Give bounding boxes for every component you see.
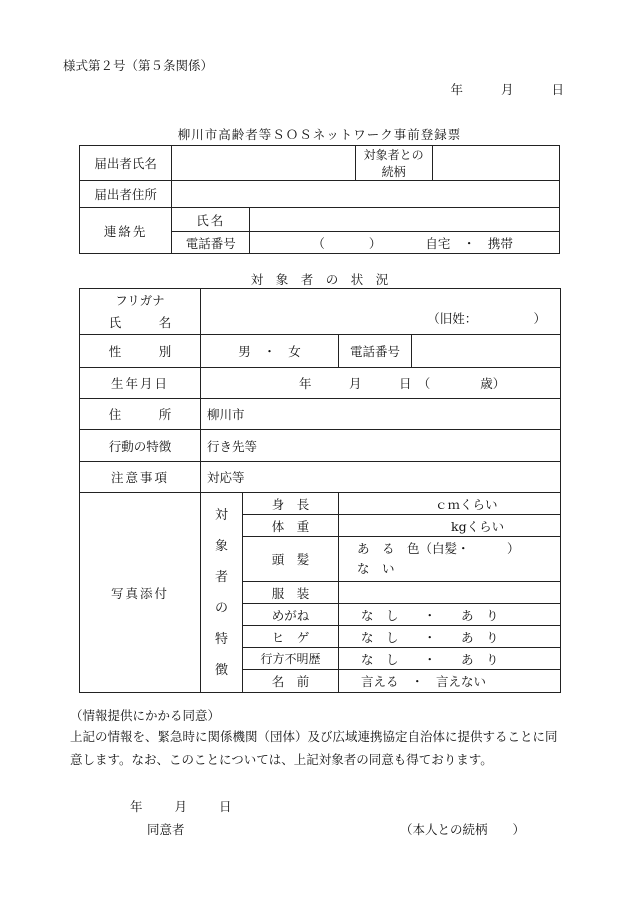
- date-month-label: 月: [500, 82, 514, 97]
- date-day-label: 日: [551, 82, 564, 97]
- glasses-field[interactable]: な し ・ あ り: [339, 604, 561, 626]
- consent-date: [130, 797, 232, 815]
- birth-field[interactable]: 年 月 日 （ 歳）: [201, 368, 561, 399]
- height-label: 身 長: [243, 493, 339, 515]
- status-title: 対 象 者 の 状 況: [250, 272, 389, 287]
- name-field[interactable]: [201, 289, 561, 335]
- registration-table: [79, 145, 560, 254]
- birth-label: 生年月日: [80, 368, 201, 399]
- consent-relation-label: （本人との続柄 ）: [400, 822, 526, 837]
- consent-heading: （情報提供にかかる同意）: [70, 708, 221, 723]
- hair-field[interactable]: あ る 色（白髪・ ） な い: [339, 537, 561, 582]
- hair-label: 頭 髪: [243, 537, 339, 582]
- weight-label: 体 重: [243, 515, 339, 537]
- status-phone-label: 電話番号: [339, 335, 412, 368]
- reporter-address-field[interactable]: [172, 181, 560, 208]
- contact-label: 連絡先: [80, 208, 172, 254]
- reporter-address-label: 届出者住所: [80, 181, 172, 208]
- date-year-label: 年: [450, 82, 463, 97]
- height-field[interactable]: ｃｍくらい: [339, 493, 561, 515]
- reporter-name-label: 届出者氏名: [80, 146, 172, 181]
- clothing-field[interactable]: [339, 582, 561, 604]
- missing-history-label: 行方不明歴: [243, 648, 339, 670]
- phone-type-options[interactable]: 自宅 ・ 携帯: [425, 235, 513, 251]
- beard-label: ヒ ゲ: [243, 626, 339, 648]
- weight-field[interactable]: kgくらい: [339, 515, 561, 537]
- relation-label: 対象者との続柄: [355, 146, 432, 181]
- caution-label: 注意事項: [80, 462, 201, 493]
- name-ability-field[interactable]: 言える ・ 言えない: [339, 670, 561, 693]
- relation-field[interactable]: [432, 146, 559, 181]
- features-vertical-label: 対 象 者 の 特 徴: [201, 493, 243, 693]
- contact-phone-field[interactable]: [250, 232, 560, 254]
- missing-history-field[interactable]: な し ・ あ り: [339, 648, 561, 670]
- clothing-label: 服 装: [243, 582, 339, 604]
- date-header: [450, 80, 564, 98]
- maiden-name-label: （旧姓： ）: [427, 311, 547, 326]
- registration-title: 柳川市高齢者等ＳＯＳネットワーク事前登録票: [177, 127, 462, 142]
- furigana-label: フリガナ: [115, 292, 165, 308]
- status-phone-field[interactable]: [412, 335, 561, 368]
- contact-name-label: 氏名: [172, 208, 250, 232]
- beard-field[interactable]: な し ・ あ り: [339, 626, 561, 648]
- consent-day-label: 日: [219, 799, 232, 814]
- consent-body: 上記の情報を、緊急時に関係機関（団体）及び広域連携協定自治体に提供することに同意します。なお、このことについては、上記対象者の同意も得ております。: [70, 729, 558, 767]
- behavior-label: 行動の特徴: [80, 430, 201, 462]
- address-label: 住 所: [80, 399, 201, 430]
- address-field[interactable]: 柳川市: [201, 399, 561, 430]
- photo-label: 写真添付: [110, 585, 169, 601]
- form-number: 様式第２号（第５条関係）: [63, 58, 214, 73]
- photo-attach-area[interactable]: [80, 493, 201, 693]
- status-table: [79, 288, 561, 693]
- sex-label: 性 別: [80, 335, 201, 368]
- sex-options[interactable]: 男 ・ 女: [201, 335, 339, 368]
- glasses-label: めがね: [243, 604, 339, 626]
- name-label: 氏 名: [108, 314, 172, 330]
- phone-paren-close: ）: [368, 235, 382, 251]
- behavior-field[interactable]: 行き先等: [201, 430, 561, 462]
- consenter-label: 同意者: [147, 822, 185, 837]
- consent-year-label: 年: [130, 799, 143, 814]
- contact-name-field[interactable]: [250, 208, 560, 232]
- name-ability-label: 名 前: [243, 670, 339, 693]
- contact-phone-label: 電話番号: [172, 232, 250, 254]
- reporter-name-field[interactable]: [172, 146, 355, 181]
- caution-field[interactable]: 対応等: [201, 462, 561, 493]
- consent-month-label: 月: [174, 799, 188, 814]
- phone-paren-open: （: [312, 235, 325, 251]
